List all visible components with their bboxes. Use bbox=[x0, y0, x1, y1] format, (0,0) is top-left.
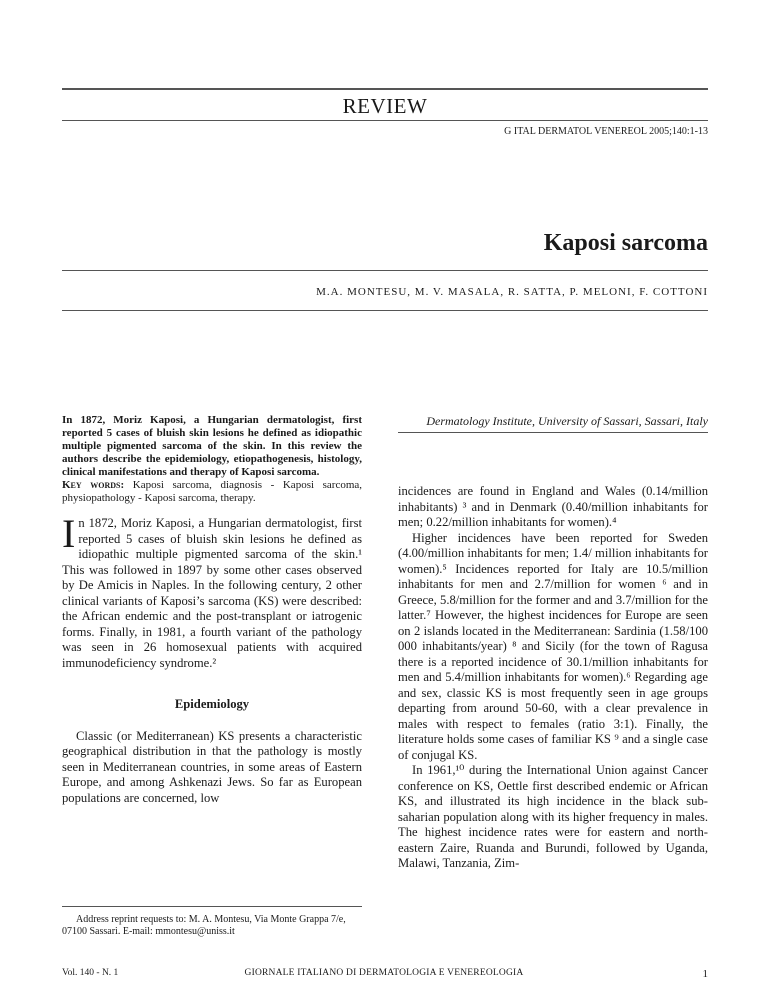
volume-info: Vol. 140 - N. 1 bbox=[62, 968, 119, 978]
section-heading-epidemiology: Epidemiology bbox=[174, 697, 250, 711]
header-rule bbox=[62, 120, 708, 121]
section-label: REVIEW bbox=[342, 94, 428, 118]
abstract bbox=[62, 414, 362, 505]
right-paragraph-3: In 1961,¹⁰ during the International Union against Cancer conference on KS, Oettle first described endemic or African KS, and illustrated its high incidence in the black sub-saharian population along with its higher frequency in males. The highest incidence rates were for eastern and north-eastern Zaire, Ruanda and Burundi, followed by Uganda, Malawi, Tanzania, Zim- bbox=[398, 763, 708, 870]
article-title: Kaposi sarcoma bbox=[543, 230, 708, 256]
keywords bbox=[62, 479, 362, 505]
right-column-body bbox=[398, 484, 708, 872]
keywords-text: Kaposi sarcoma, diagnosis - Kaposi sarcoma, physiopathology - Kaposi sarcoma, therapy. bbox=[62, 479, 363, 504]
authors-rule bbox=[62, 310, 708, 311]
title-rule bbox=[62, 270, 708, 271]
abstract-text: In 1872, Moriz Kaposi, a Hungarian dermatologist, first reported 5 cases of bluish skin lesions he defined as idiopathic multiple pigmented sarcoma of the skin. In this review the authors describe the epidemiology, etiopathogenesis, histology, clinical manifestations and therapy of Kaposi sarcoma. bbox=[62, 414, 362, 478]
affiliation: Dermatology Institute, University of Sassari, Sassari, Italy bbox=[426, 414, 708, 428]
intro-paragraph bbox=[62, 511, 362, 671]
footnote-rule bbox=[62, 906, 362, 907]
keywords-label: Key words: bbox=[62, 479, 125, 491]
top-thick-rule bbox=[62, 88, 708, 90]
correspondence-footnote: Address reprint requests to: M. A. Montesu, Via Monte Grappa 7/e, 07100 Sassari. E-mail: mmontesu@uniss.it bbox=[62, 914, 346, 937]
left-column-body bbox=[62, 511, 362, 806]
drop-cap: I bbox=[62, 511, 76, 556]
page-number: 1 bbox=[702, 968, 708, 980]
epidemiology-paragraph: Classic (or Mediterranean) KS presents a characteristic geographical distribution in that the pathology is mostly seen in Mediterranean countries, in some areas of Eastern Europe, and among Ashkenazi Jews. So far as European populations are concerned, low bbox=[62, 728, 362, 805]
affiliation-rule bbox=[398, 432, 708, 433]
journal-name: GIORNALE ITALIANO DI DERMATOLOGIA E VENEREOLOGIA bbox=[244, 968, 524, 978]
right-paragraph-2: Higher incidences have been reported for Sweden (4.00/million inhabitants for men; 1.4/ million inhabitants for women).⁵ Incidences reported for Italy are 10.5/million inhabitants for men and 2.7/million for women ⁶ and in Greece, 5.8/million for the former and and 3.7/million for the latter.⁷ However, the highest incidences for Europe are seen on 2 islands located in the Mediterranean: Sardinia (1.58/100 000 inhabitants/year) ⁸ and Sicily (for the town of Ragusa there is a reported incidence of 30.1/million inhabitants for men and 5.4/million inhabitants for women).⁶ Regarding age and sex, classic KS is most frequently seen in age groups departing from around 50-60, with a clear prevalence in males with respect to females (ratio 3:1). Finally, the literature holds some cases of familiar KS ⁹ and a single case of conjugal KS. bbox=[398, 530, 708, 762]
author-list: M.A. MONTESU, M. V. MASALA, R. SATTA, P. MELONI, F. COTTONI bbox=[316, 286, 708, 298]
journal-citation: G ITAL DERMATOL VENEREOL 2005;140:1-13 bbox=[504, 126, 708, 137]
right-paragraph-1: incidences are found in England and Wales (0.14/million inhabitants) ³ and in Denmark (0.40/million inhabitants for men; 0.22/million inhabitants for women).⁴ bbox=[398, 484, 708, 529]
intro-text: n 1872, Moriz Kaposi, a Hungarian dermatologist, first reported 5 cases of bluish skin lesions he defined as idiopathic multiple pigmented sarcoma of the skin.¹ This was followed in 1897 by some other cases observed by De Amicis in Naples. In the following century, 2 other clinical variants of Kaposi’s sarcoma (KS) were described: the African endemic and the post-transplant or iatrogenic forms. Finally, in 1981, a fourth variant of the pathology was seen in 26 homosexual patients with acquired immunodeficiency syndrome.² bbox=[62, 516, 362, 670]
